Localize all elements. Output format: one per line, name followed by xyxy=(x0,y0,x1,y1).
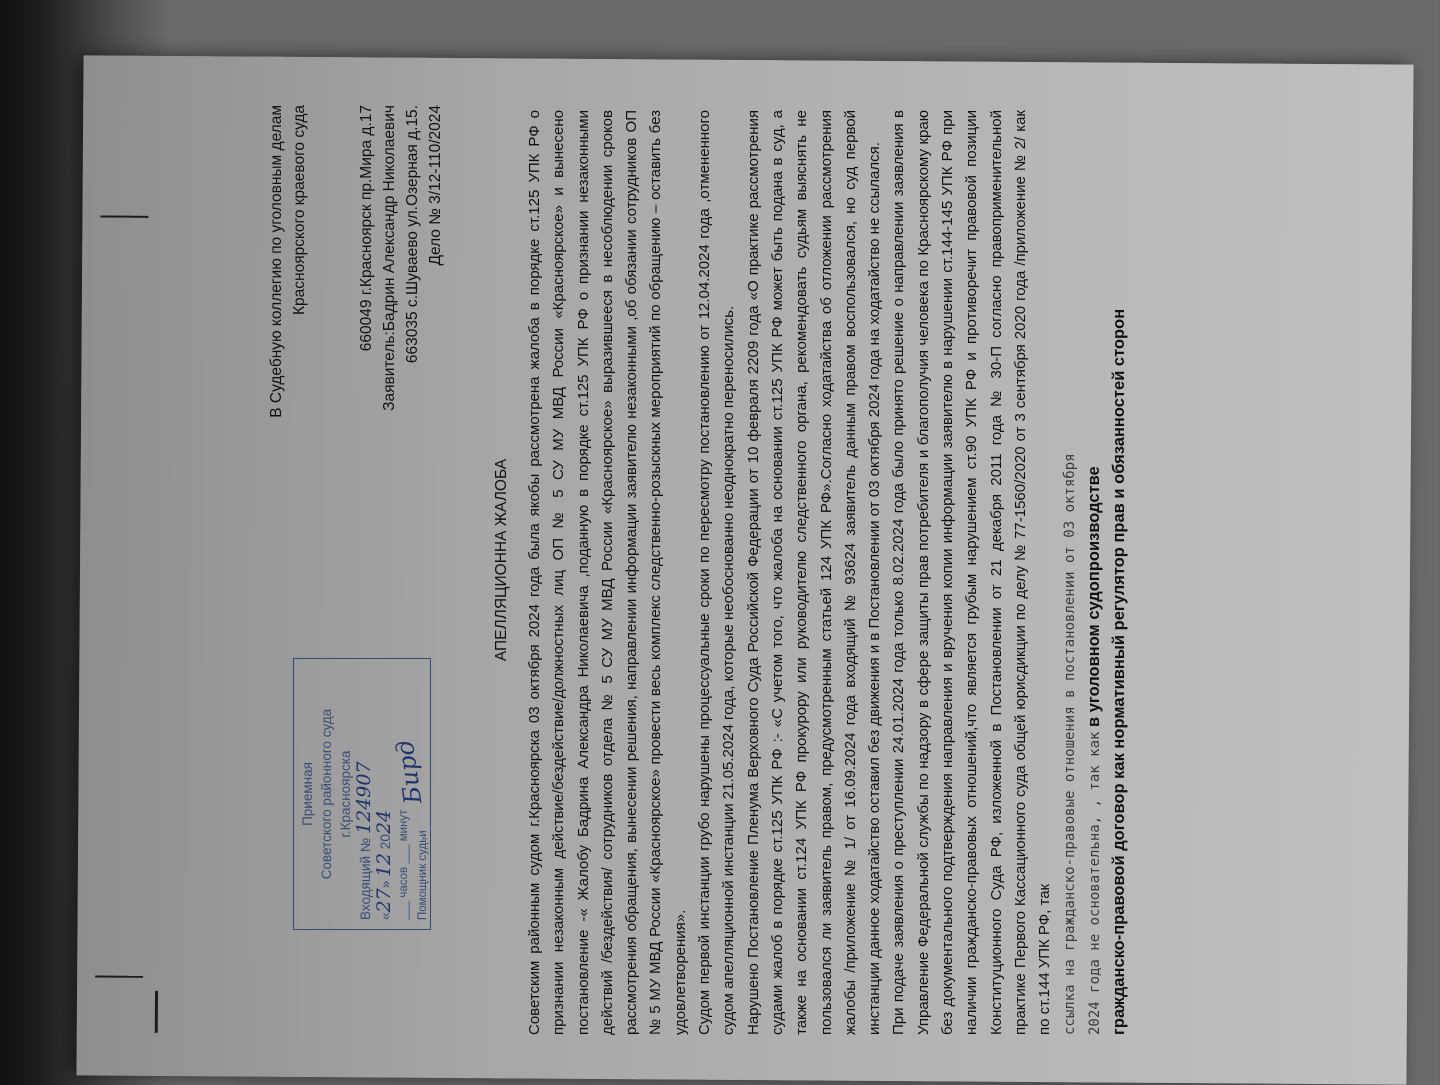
stamp-assistant: Помощник судьи xyxy=(417,830,429,920)
stamp-date: «27» 12 2024 xyxy=(373,809,395,920)
body-paragraph: Советским районным судом г.Красноярска 03 октября 2024 года была якобы рассмотрена жалоба в порядке ст.125 УПК РФ о признании незаконным действие/бездействие/должностных лиц ОП № 5 СУ МУ МВД России «Красноярское» и вынесено постановление -« Жалобу Бадрина Александра Николаевича ,поданную в порядке ст.125 УПК РФ о признании незаконными действий /бездействия/ сотрудников отдела № 5 СУ МУ МВД России «Красноярское» выразившееся в несоблюдении сроков рассмотрения обращения, вынесении решения, направлении информации заявителю незаконными ,об обязании сотрудников ОП № 5 МУ МВД России «Красноярское» провести весь комплекс следственно-розыскных мероприятий по обращению – оставить без удовлетворения». xyxy=(526,110,689,1035)
stamp-day: 27 xyxy=(373,888,395,913)
addressee-line: Красноярского краевого суда xyxy=(291,105,308,315)
reception-stamp xyxy=(293,658,431,930)
stamp-year: 24 xyxy=(373,809,395,835)
document-body xyxy=(523,110,1131,1035)
stamp-incoming-label: Входящий № xyxy=(358,837,373,920)
page-edge-mark xyxy=(100,215,148,217)
applicant-name: Заявитель:Бадрин Александр Николаевич xyxy=(381,105,398,411)
body-mono-line: 2024 года не основательна, , так как xyxy=(1086,731,1103,1035)
stamp-signature: Бирд xyxy=(390,738,428,806)
stamp-month: 12 xyxy=(373,852,395,878)
court-address: 660049 г.Красноярск пр.Мира д.17 xyxy=(358,105,375,352)
body-mono-line: ссылка на гражданско-правовые отношения в постановлении от 03 октября xyxy=(1061,453,1078,1035)
stamp-incoming-number: 124907 xyxy=(353,761,375,834)
addressee-line: В Судебную коллегию по уголовным делам xyxy=(268,105,285,418)
stamp-hours-label: часов xyxy=(398,866,410,898)
body-mixed-line xyxy=(1082,110,1107,1035)
document-content xyxy=(265,80,1405,1040)
page-edge-mark xyxy=(155,991,158,1033)
page-edge-mark xyxy=(95,975,143,977)
document-title: АПЕЛЛЯЦИОННА ЖАЛОБА xyxy=(493,458,510,662)
stamp-year-prefix: 20 xyxy=(378,834,393,850)
applicant-address: 663035 с.Шуваево ул.Озерная д.15. xyxy=(404,105,421,364)
stamp-minutes-label: минут xyxy=(398,809,410,842)
stamp-line: г.Красноярска xyxy=(338,750,353,838)
address-block xyxy=(265,105,447,418)
stamp-line: Советского районного суда xyxy=(319,708,334,880)
case-number: Дело № 3/12-110/2024 xyxy=(427,105,444,266)
stamp-incoming xyxy=(355,668,375,920)
body-last-line: гражданско-правовой договор как нормативный регулятор прав и обязанностей сторон xyxy=(1110,308,1129,1035)
body-bold-text: в уголовном судопроизводстве xyxy=(1084,466,1103,732)
body-paragraph: При подаче заявления о преступлении 24.01.2024 года только 8.02.2024 года было принято решение о направлении заявления в Управление Федеральной службы по надзору в сфере защиты прав потребителя и благополучия человека по Красноярскому краю без документального подтверждения направления и вручения копии информации заявителю в нарушении ст.144-145 УПК РФ при наличии гражданско-правовых отношений,что является грубым нарушением ст.90 УПК РФ и противоречит правовой позиции Конституционного Суда РФ, изложенной в Постановлении от 21 декабря 2011 года № 30-П согласно правоприменительной практике Первого Кассационного суда общей юрисдикции по делу № 77-1560/2020 от 3 сентября 2020 года /приложение № 2/ как по ст.144 УПК РФ, так xyxy=(890,110,1054,1035)
body-paragraph: Нарушено Постановление Пленума Верховного Суда Российской Федерации от 10 февраля 2209 года «О практике рассмотрения судами жалоб в порядке ст.125 УПК РФ :- «С учетом того, что жалоба на основании ст.125 УПК РФ может быть подана в суд, а также на основании ст.124 УПК РФ прокурору или руководителю следственного органа, рекомендовать судьям выяснять не пользовался ли заявитель правом, предусмотренным статьей 124 УПК РФ».Согласно ходатайства об отложении рассмотрения жалобы /приложение № 1/ от 16.09.2024 года входящий № 93624 заявитель данным правом воспользовался, но суд первой инстанции данное ходатайство оставил без движения и в Постановлении от 03 октября 2024 года на ходатайство не ссылался. xyxy=(744,110,884,1035)
stamp-time: ___ часов ___ минут xyxy=(398,809,410,920)
body-paragraph: Судом первой инстанции грубо нарушены процессуальные сроки по пересмотру постановлению от 12.04.2024 года ,отмененного судом апелляционной инстанции 21.05.2024 года, которые необоснованно неоднократно переносились. xyxy=(696,110,738,1035)
stamp-line: Приемная xyxy=(300,762,315,826)
